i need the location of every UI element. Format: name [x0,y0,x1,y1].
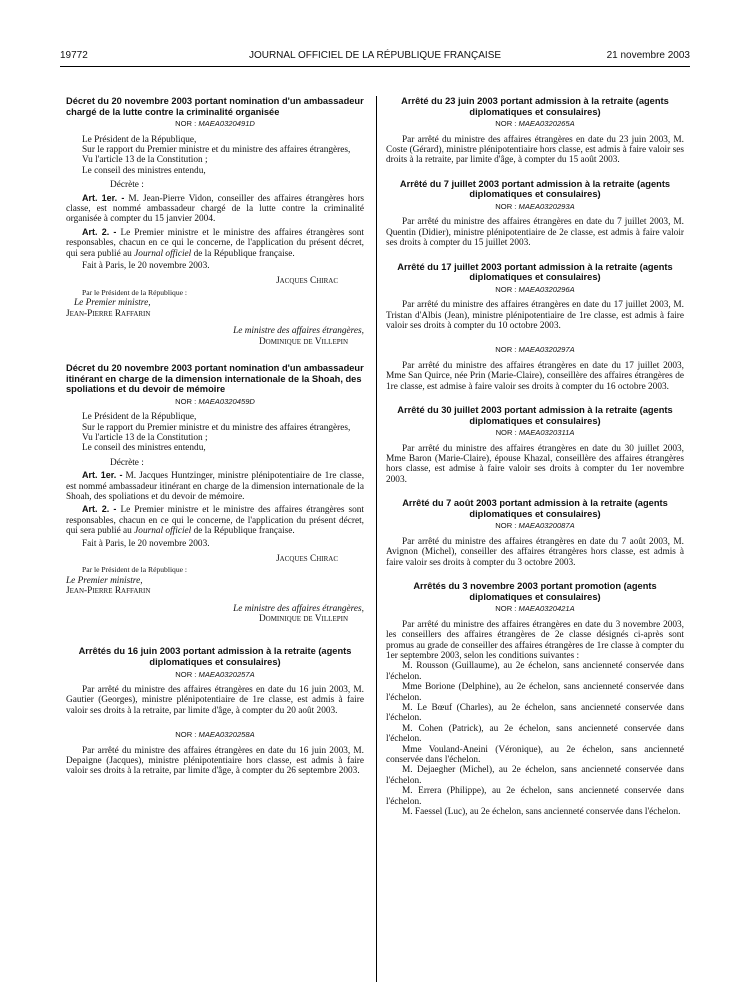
arrete-text: Par arrêté du ministre des affaires étrangères en date du 16 juin 2003, M. Gautier (Georges), ministre plénipotentiaire de 1re classe, est admis à faire valoir ses droits à la retraite, par limite d'âge, à compter du 20 août 2003. [66,685,364,716]
arrete-text: Par arrêté du ministre des affaires étrangères en date du 17 juillet 2003, Mme San Quirce, née Prin (Marie-Claire), conseillère des affaires étrangères de 1re classe, est admise à faire valoir ses droits à compter du 16 octobre 2003. [386,360,684,392]
nor-reference: NOR : MAEA0320297A [495,345,575,355]
nor-reference: NOR : MAEA0320421A [495,604,575,614]
arrete-text: Par arrêté du ministre des affaires étrangères en date du 16 juin 2003, M. Depaigne (Jacques), ministre plénipotentiaire hors classe, est admis à faire valoir ses droits à la retraite, par limite d'âge, à compter du 26 septembre 2003. [66,745,364,777]
section-title: Arrêté du 17 juillet 2003 portant admission à la retraite (agents diplomatiques et consulaires) [397,261,673,283]
arrete-text: Par arrêté du ministre des affaires étrangères en date du 30 juillet 2003, Mme Baron (Marie-Claire), épouse Khazal, conseillère des affaires étrangères hors classe, est admise à faire valoir ses droits à compter du 1er novembre 2003. [386,443,684,485]
issue-date: 21 novembre 2003 [606,50,690,61]
column-divider [376,96,377,982]
fait-a-paris: Fait à Paris, le 20 novembre 2003. [82,538,210,549]
page-header [60,50,690,64]
arrete-text: Par arrêté du ministre des affaires étrangères en date du 7 juillet 2003, M. Quentin (Didier), ministre plénipotentiaire de 2e classe, est admis à faire valoir ses droits à compter du 15 juillet 2003. [386,217,684,249]
arrete-section [386,405,684,485]
nor-reference: NOR : MAEA0320258A [175,730,255,740]
arrete-text: Par arrêté du ministre des affaires étrangères en date du 23 juin 2003, M. Coste (Gérard), ministre plénipotentiaire hors classe, est admis à faire valoir ses droits à la retraite, par limite d'âge, à compter du 15 août 2003. [386,134,684,166]
arrete-section [66,646,364,776]
arrete-section [386,498,684,568]
section-title: Décret du 20 novembre 2003 portant nomination d'un ambassadeur itinérant en charge de la dimension internationale de la Shoah, des spoliations et du devoir de mémoire [66,362,364,395]
decrete-label: Décrète : [110,180,144,191]
arrete-text: Par arrêté du ministre des affaires étrangères en date du 17 juillet 2003, M. Tristan d'Albis (Jean), ministre plénipotentiaire de 1re classe, est admis à faire valoir ses droits à compter du 10 octobre 2003. [386,300,684,332]
intro-line: Le conseil des ministres entendu, [82,443,206,454]
promotion-item: M. Errera (Philippe), au 2e échelon, sans ancienneté conservée dans l'échelon. [386,786,684,807]
arrete-section [386,96,684,166]
nor-reference: NOR : MAEA0320459D [175,396,255,406]
nor-reference: NOR : MAEA0320296A [495,284,575,294]
journal-title: JOURNAL OFFICIEL DE LA RÉPUBLIQUE FRANÇAISE [248,50,502,61]
minister-signature: Le ministre des affaires étrangères, Dominique de Villepin [233,326,364,347]
intro-line: Le conseil des ministres entendu, [82,165,206,176]
intro-line: Sur le rapport du Premier ministre et du ministre des affaires étrangères, [82,145,351,155]
intro-line: Vu l'article 13 de la Constitution ; [82,432,208,443]
section-title: Arrêté du 30 juillet 2003 portant admission à la retraite (agents diplomatiques et consulaires) [397,405,673,426]
signatory: Jacques Chirac [276,276,338,287]
arrete-section [386,262,684,392]
arrete-section [386,581,684,817]
left-column [66,96,364,777]
fait-a-paris: Fait à Paris, le 20 novembre 2003. [82,261,210,272]
section-title: Arrêtés du 16 juin 2003 portant admission à la retraite (agents diplomatiques et consulaires) [78,646,352,667]
arrete-section [386,179,684,249]
section-title: Arrêté du 7 août 2003 portant admission à la retraite (agents diplomatiques et consulaires) [402,498,668,519]
page-number: 19772 [60,50,88,61]
nor-reference: NOR : MAEA0320293A [495,202,575,211]
arrete-text: Par arrêté du ministre des affaires étrangères en date du 7 août 2003, M. Avignon (Michel), conseiller des affaires étrangères hors classe, est admis à faire valoir ses droits à compter du 3 octobre 2003. [386,536,684,568]
promotion-item: M. Faessel (Luc), au 2e échelon, sans ancienneté conservée dans l'échelon. [402,807,681,817]
promotion-item: M. Le Bœuf (Charles), au 2e échelon, sans ancienneté conservée dans l'échelon. [386,702,684,724]
nor-reference: NOR : MAEA0320087A [495,521,575,531]
article-2: Art. 2. - Le Premier ministre et le ministre des affaires étrangères sont responsables, chacun en ce qui le concerne, de l'application du présent décret, qui sera publié au Journal officiel de la République française. [66,226,365,259]
decrete-label: Décrète : [110,457,144,468]
section-title: Arrêté du 23 juin 2003 portant admission à la retraite (agents diplomatiques et consulaires) [401,96,669,117]
decree-section [66,96,364,347]
decree-section [66,363,364,625]
arrete-text: Par arrêté du ministre des affaires étrangères en date du 3 novembre 2003, les conseillers des affaires étrangères de 2e classe désignés ci-après sont promus au grade de conseiller des affaires étrangères de 1re classe à compter du 1er septembre 2003, selon les conditions suivantes : [386,619,684,661]
pm-signature: Le Premier ministre, Jean-Pierre Raffarin [66,298,151,319]
par-le-president: Par le Président de la République : [82,287,188,297]
section-title: Arrêtés du 3 novembre 2003 portant promotion (agents diplomatiques et consulaires) [413,581,657,602]
minister-signature: Le ministre des affaires étrangères, Dominique de Villepin [233,603,364,624]
promotion-item: M. Cohen (Patrick), au 2e échelon, sans ancienneté conservée dans l'échelon. [386,723,684,745]
intro-line: Sur le rapport du Premier ministre et du ministre des affaires étrangères, [82,422,351,433]
intro-line: Le Président de la République, [82,134,197,145]
right-column [386,96,684,817]
nor-reference: NOR : MAEA0320311A [495,428,575,438]
section-title: Arrêté du 7 juillet 2003 portant admission à la retraite (agents diplomatiques et consulaires) [399,178,671,200]
nor-reference: NOR : MAEA0320257A [175,669,255,679]
signatory: Jacques Chirac [276,553,338,564]
intro-line: Le Président de la République, [82,412,197,423]
promotion-item: Mme Vouland-Aneini (Véronique), au 2e échelon, sans ancienneté conservée dans l'échelon. [386,744,684,765]
article-1: Art. 1er. - M. Jacques Huntzinger, ministre plénipotentiaire de 1re classe, est nommé ambassadeur itinérant en charge de la dimension internationale de la Shoah, des spoliations et du devoir de mémoire. [66,470,365,502]
promotion-item: M. Dejaegher (Michel), au 2e échelon, sans ancienneté conservée dans l'échelon. [386,765,684,786]
header-rule [60,66,690,67]
nor-reference: NOR : MAEA0320265A [495,119,575,129]
article-1: Art. 1er. - M. Jean-Pierre Vidon, conseiller des affaires étrangères hors classe, est nommé ambassadeur chargé de la lutte contre la criminalité organisée à compter du 15 janvier 2004. [66,192,365,225]
intro-line: Vu l'article 13 de la Constitution ; [82,155,208,166]
promotion-item: Mme Borione (Delphine), au 2e échelon, sans ancienneté conservée dans l'échelon. [386,682,684,703]
nor-reference: NOR : MAEA0320491D [175,119,255,129]
par-le-president: Par le Président de la République : [82,565,188,575]
article-2: Art. 2. - Le Premier ministre et le ministre des affaires étrangères sont responsables, chacun en ce qui le concerne, de l'application du présent décret, qui sera publié au Journal officiel de la République française. [66,504,365,537]
promotion-item: M. Rousson (Guillaume), au 2e échelon, sans ancienneté conservée dans l'échelon. [386,661,684,682]
pm-signature: Le Premier ministre, Jean-Pierre Raffarin [66,575,151,597]
section-title: Décret du 20 novembre 2003 portant nomination d'un ambassadeur chargé de la lutte contre la criminalité organisée [66,96,364,117]
